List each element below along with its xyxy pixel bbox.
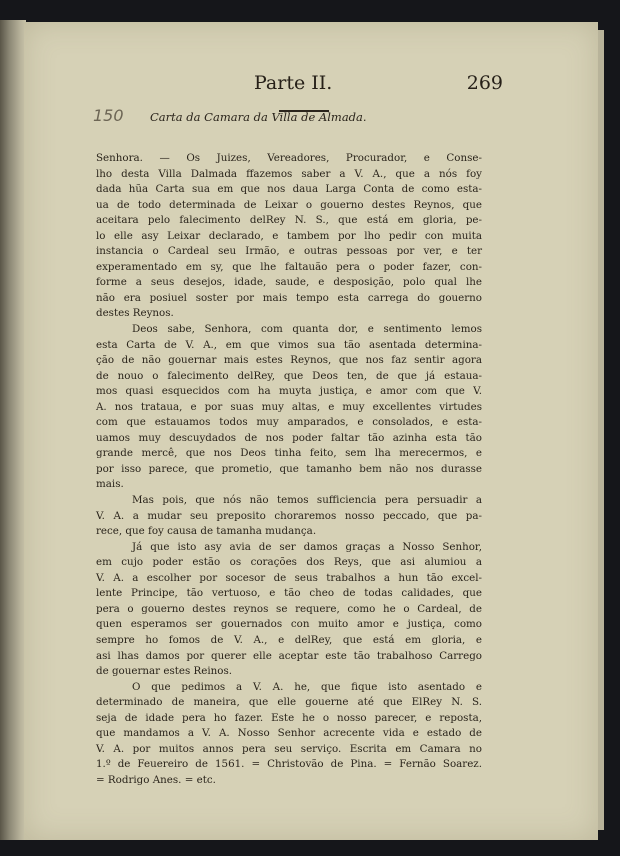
text-line: lho desta Villa Dalmada ffazemos saber a V. A., que a nós foy <box>96 167 482 180</box>
text-line: Senhora. — Os Juizes, Vereadores, Procurador, e Conse- <box>96 152 482 164</box>
text-line: forme a seus desejos, idade, saude, e desposição, polo qual lhe <box>96 276 482 289</box>
letter-title: Carta da Camara da Villa de Almada. <box>150 110 367 124</box>
text-line: lente Principe, tão vertuoso, e tão cheo de todas calidades, que <box>96 587 482 600</box>
text-line: instancia o Cardeal seu Irmão, e outras pessoas por ver, e ter <box>96 245 482 258</box>
page-number: 269 <box>466 72 503 94</box>
book-spine <box>0 20 26 840</box>
text-line: V. A. por muitos annos pera seu serviço. Escrita em Camara no <box>96 742 482 755</box>
text-line: dada hũa Carta sua em que nos daua Larga Conta de como esta- <box>96 183 482 196</box>
text-line: quen esperamos ser gouernados con muito amor e justiça, como <box>96 618 482 631</box>
text-line: Mas pois, que nós não temos sufficiencia pera persuadir a <box>132 494 482 507</box>
text-line: com que estauamos todos muy amparados, e consolados, e esta- <box>96 416 482 429</box>
text-line: por isso parece, que prometio, que tamanho bem não nos durasse <box>96 462 482 475</box>
text-line: Deos sabe, Senhora, com quanta dor, e sentimento lemos <box>132 323 482 336</box>
text-line: V. A. a mudar seu preposito choraremos nosso peccado, que pa- <box>96 509 482 522</box>
text-line: esta Carta de V. A., em que vimos sua tão asentada determina- <box>96 338 482 351</box>
text-line: mos quasi esquecidos com ha muyta justiça, e amor com que V. <box>96 385 482 398</box>
text-line: = Rodrigo Anes. = etc. <box>96 773 216 786</box>
handwritten-annotation: 150 <box>93 106 124 125</box>
text-line: de nouo o falecimento delRey, que Deos ten, de que já estaua- <box>96 369 482 382</box>
text-line: aceitara pelo falecimento delRey N. S., que está em gloria, pe- <box>96 214 482 227</box>
text-line: lo elle asy Leixar declarado, e tambem por lho pedir con muita <box>96 229 482 242</box>
text-line: A. nos trataua, e por suas muy altas, e muy excellentes virtudes <box>96 400 482 413</box>
text-line: O que pedimos a V. A. he, que fique isto asentado e <box>132 680 482 693</box>
text-line: pera o gouerno destes reynos se requere, como he o Cardeal, de <box>96 602 482 615</box>
text-line: experamentado em sy, que lhe faltauão pera o poder fazer, con- <box>96 260 482 273</box>
running-header <box>24 72 598 102</box>
text-line: sempre ho fomos de V. A., e delRey, que está em gloria, e <box>96 633 482 646</box>
text-line: determinado de maneira, que elle gouerne até que ElRey N. S. <box>96 696 482 709</box>
text-line: destes Reynos. <box>96 307 174 320</box>
paragraph <box>96 540 482 680</box>
paragraph <box>96 493 482 540</box>
text-line: ua de todo determinada de Leixar o gouerno destes Reynos, que <box>96 198 482 211</box>
text-line: em cujo poder estão os corações dos Reys, que asi alumiou a <box>96 556 482 569</box>
paragraph <box>96 151 482 322</box>
text-line: uamos muy descuydados de nos poder faltar tão azinha esta tão <box>96 431 482 444</box>
text-line: de gouernar estes Reinos. <box>96 665 233 678</box>
text-line: ção de não gouernar mais estes Reynos, que nos faz sentir agora <box>96 354 482 367</box>
part-heading: Parte II. <box>254 72 333 94</box>
text-line: mais. <box>96 478 124 491</box>
text-line: V. A. a escolher por socesor de seus trabalhos a hun tão excel- <box>96 571 482 584</box>
text-line: grande mercê, que nos Deos tinha feito, sem lha merecermos, e <box>96 447 482 460</box>
text-line: rece, que foy causa de tamanha mudança. <box>96 525 317 538</box>
text-line: que mandamos a V. A. Nosso Senhor acrecente vida e estado de <box>96 727 482 740</box>
text-line: seja de idade pera ho fazer. Este he o nosso parecer, e reposta, <box>96 711 482 724</box>
letter-body <box>96 151 482 788</box>
text-line: 1.º de Feuereiro de 1561. = Christovão de Pina. = Fernão Soarez. <box>96 758 482 771</box>
text-line: Já que isto asy avia de ser damos graças a Nosso Senhor, <box>132 540 482 553</box>
text-line: não era posiuel soster por mais tempo esta carrega do gouerno <box>96 291 482 304</box>
paragraph <box>96 680 482 789</box>
text-line: asi lhas damos por querer elle aceptar este tão trabalhoso Carrego <box>96 649 482 662</box>
paragraph <box>96 322 482 493</box>
